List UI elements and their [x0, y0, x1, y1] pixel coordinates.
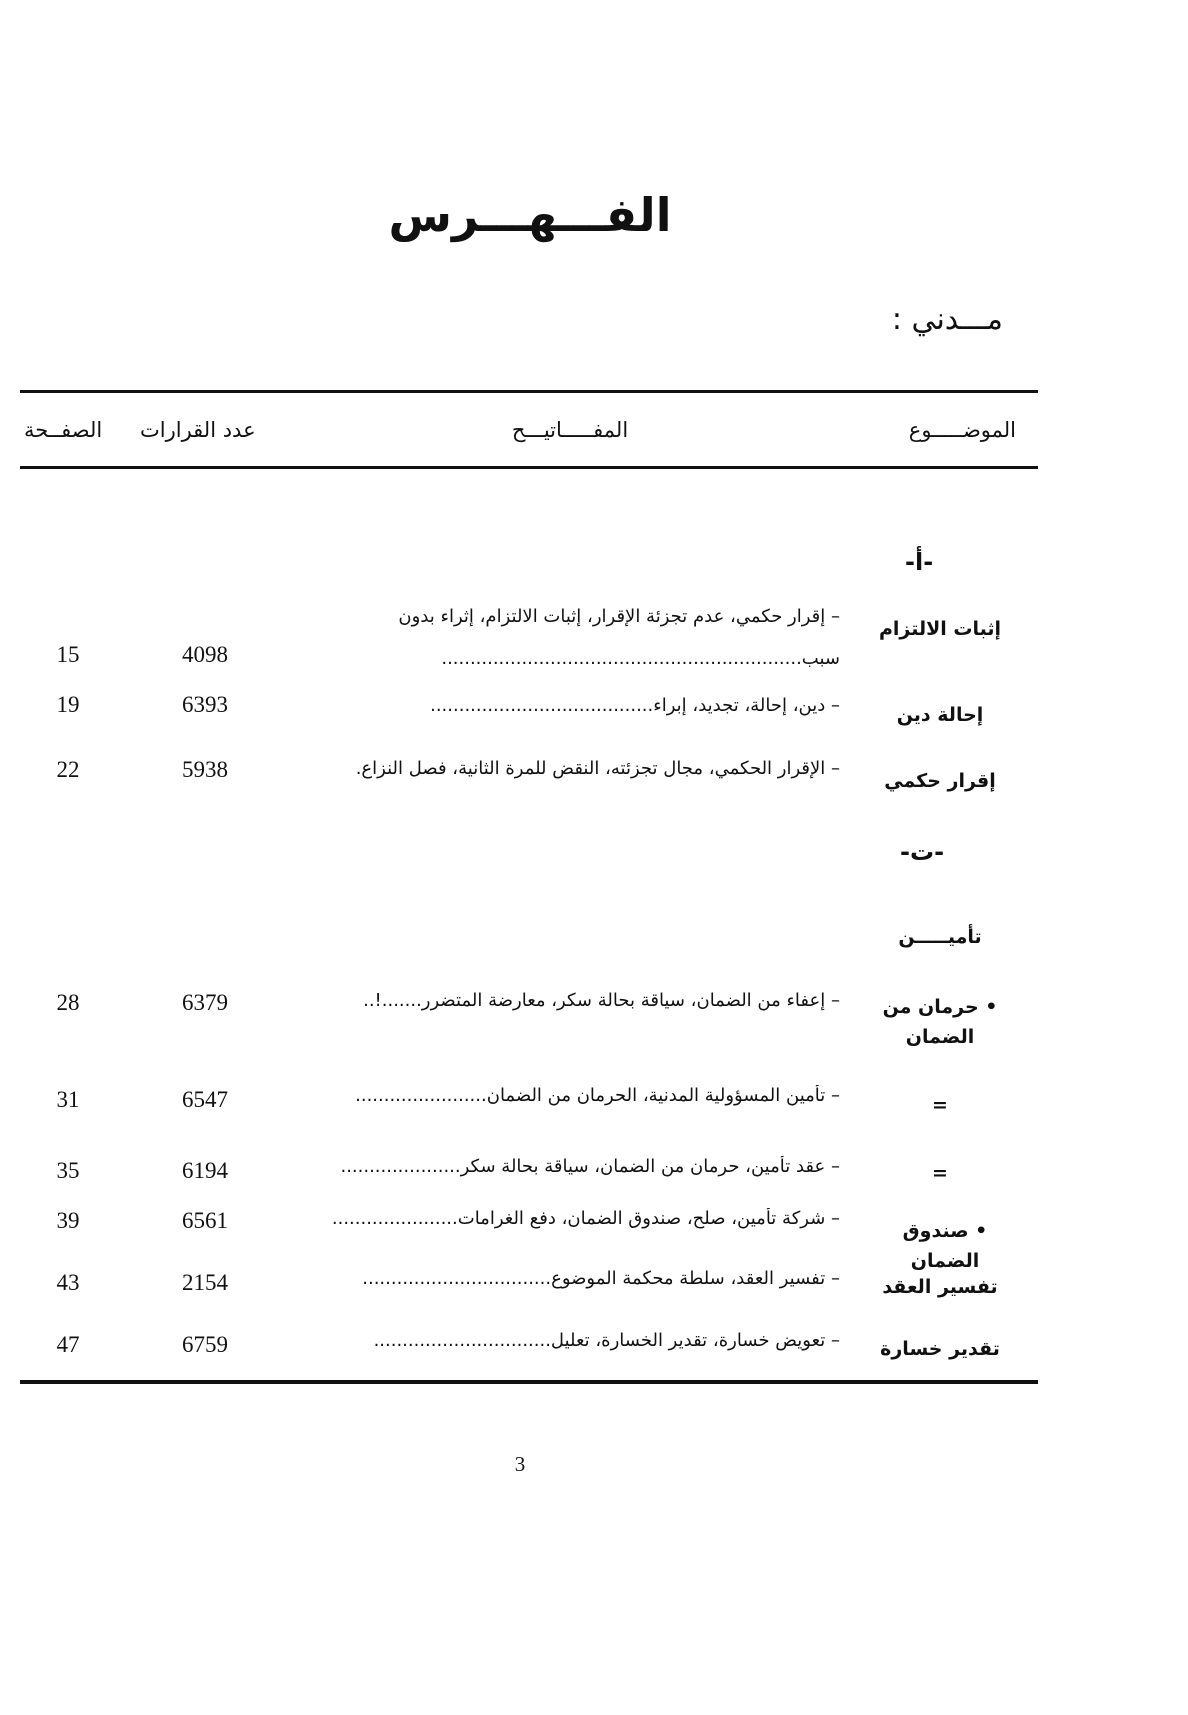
- row-keywords: – تفسير العقد، سلطة محكمة الموضوع.................................: [362, 1268, 840, 1289]
- table-header-rule: [20, 466, 1038, 469]
- row-keywords-continued: سبب...............................................................: [441, 648, 840, 669]
- row-keywords: – إعفاء من الضمان، سياقة بحالة سكر، معارضة المتضرر.......!..: [363, 990, 840, 1011]
- row-page: 43: [56, 1270, 80, 1295]
- row-subject: تقدير خسارة: [880, 1338, 1000, 1360]
- row-count: 6194: [182, 1158, 228, 1183]
- row-subject: إحالة دين: [896, 704, 984, 726]
- row-keywords: – تعويض خسارة، تقدير الخسارة، تعليل...............................: [373, 1330, 840, 1351]
- row-keywords: – تأمين المسؤولية المدنية، الحرمان من الضمان.......................: [355, 1085, 840, 1106]
- row-count: 6393: [182, 692, 228, 717]
- section-heading: مـــدني :: [891, 302, 1003, 337]
- letter-heading: -ت-: [900, 838, 945, 866]
- row-page: 19: [56, 692, 80, 717]
- page-title: الفـــهـــرس: [388, 188, 672, 242]
- row-subject: =: [932, 1094, 948, 1116]
- row-subject: • صندوق الضمان: [902, 1220, 988, 1273]
- row-keywords: – إقرار حكمي، عدم تجزئة الإقرار، إثبات الالتزام، إثراء بدون: [398, 606, 840, 627]
- row-keywords: – دين، إحالة، تجديد، إبراء.......................................: [430, 695, 840, 716]
- row-count: 6547: [182, 1087, 228, 1112]
- table-bottom-rule: [20, 1380, 1038, 1384]
- row-count: 4098: [182, 642, 228, 667]
- row-subject: إثبات الالتزام: [878, 618, 1002, 640]
- row-subject: =: [932, 1162, 948, 1184]
- row-subject: إقرار حكمي: [884, 770, 996, 792]
- row-keywords: – الإقرار الحكمي، مجال تجزئته، النقض للمرة الثانية، فصل النزاع.: [355, 758, 840, 779]
- row-page: 15: [56, 642, 80, 667]
- row-count: 5938: [182, 757, 228, 782]
- row-page: 39: [56, 1208, 80, 1233]
- row-count: 6759: [182, 1332, 228, 1357]
- header-keywords: المفـــــاتيـــح: [511, 418, 629, 442]
- header-subject: الموضـــــوع: [908, 418, 1016, 442]
- letter-heading: -أ-: [905, 548, 934, 576]
- row-keywords: – عقد تأمين، حرمان من الضمان، سياقة بحالة سكر.....................: [340, 1156, 840, 1177]
- row-count: 6561: [182, 1208, 228, 1233]
- row-page: 22: [56, 757, 80, 782]
- row-page: 47: [56, 1332, 80, 1357]
- row-keywords: – شركة تأمين، صلح، صندوق الضمان، دفع الغرامات......................: [331, 1208, 840, 1229]
- group-heading: تأميـــــن: [898, 926, 982, 948]
- row-subject: تفسير العقد: [882, 1276, 998, 1298]
- header-page: الصفــحة: [24, 418, 103, 442]
- row-page: 28: [56, 990, 80, 1015]
- row-subject: • حرمان من الضمان: [882, 996, 998, 1049]
- row-page: 35: [56, 1158, 80, 1183]
- row-count: 2154: [182, 1270, 228, 1295]
- row-count: 6379: [182, 990, 228, 1015]
- table-top-rule: [20, 390, 1038, 393]
- header-count: عدد القرارات: [140, 418, 256, 442]
- page-number: 3: [514, 1452, 526, 1476]
- row-page: 31: [56, 1087, 80, 1112]
